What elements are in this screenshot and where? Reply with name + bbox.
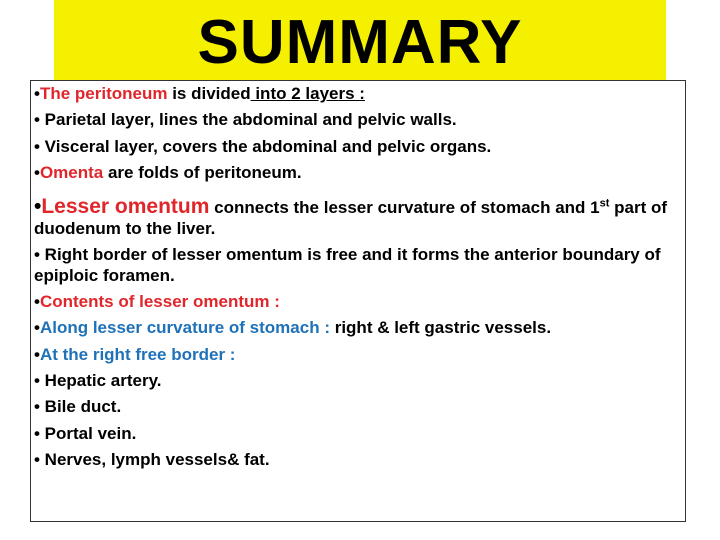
summary-content bbox=[34, 84, 682, 471]
bullet-hepatic-artery: • Hepatic artery. bbox=[34, 371, 162, 391]
bullet-contents bbox=[34, 292, 682, 312]
bullet-free-border bbox=[34, 345, 682, 365]
text: right & left gastric vessels. bbox=[329, 318, 552, 338]
heading-contents: Contents of lesser omentum : bbox=[39, 291, 280, 311]
text: connects the lesser curvature of stomach and 1 bbox=[209, 197, 600, 217]
bullet-mark: • bbox=[34, 194, 42, 218]
text: is divided bbox=[167, 84, 251, 103]
bullet-mark: • bbox=[34, 318, 40, 338]
text-underlined: into 2 layers : bbox=[250, 84, 365, 103]
bullet-parietal: • Parietal layer, lines the abdominal and pelvic walls. bbox=[34, 110, 457, 130]
bullet-lesser-omentum bbox=[34, 194, 682, 240]
bullet-mark: • bbox=[34, 344, 40, 364]
title-banner bbox=[54, 0, 666, 80]
subheading-free-border: At the right free border : bbox=[39, 344, 236, 364]
bullet-omenta bbox=[34, 163, 682, 183]
bullet-right-border: • Right border of lesser omentum is free and it forms the anterior boundary of epiploic foramen. bbox=[34, 245, 661, 285]
bullet-mark: • bbox=[34, 291, 40, 311]
term-lesser-omentum: Lesser omentum bbox=[41, 194, 210, 218]
bullet-portal-vein: • Portal vein. bbox=[34, 423, 137, 443]
term-omenta: Omenta bbox=[39, 163, 104, 183]
text: part of duodenum to the liver. bbox=[34, 197, 667, 238]
bullet-nerves: • Nerves, lymph vessels& fat. bbox=[34, 450, 270, 470]
term-peritoneum: The peritoneum bbox=[39, 84, 168, 103]
bullet-peritoneum bbox=[34, 84, 682, 104]
bullet-mark: • bbox=[34, 163, 40, 183]
bullet-bile-duct: • Bile duct. bbox=[34, 397, 122, 417]
page-title: SUMMARY bbox=[197, 8, 523, 77]
text: are folds of peritoneum. bbox=[103, 163, 302, 183]
bullet-visceral: • Visceral layer, covers the abdominal and pelvic organs. bbox=[34, 136, 492, 156]
subheading-curvature: Along lesser curvature of stomach : bbox=[39, 318, 330, 338]
bullet-mark: • bbox=[34, 84, 40, 103]
bullet-lesser-curvature bbox=[34, 318, 682, 338]
superscript: st bbox=[599, 196, 610, 209]
